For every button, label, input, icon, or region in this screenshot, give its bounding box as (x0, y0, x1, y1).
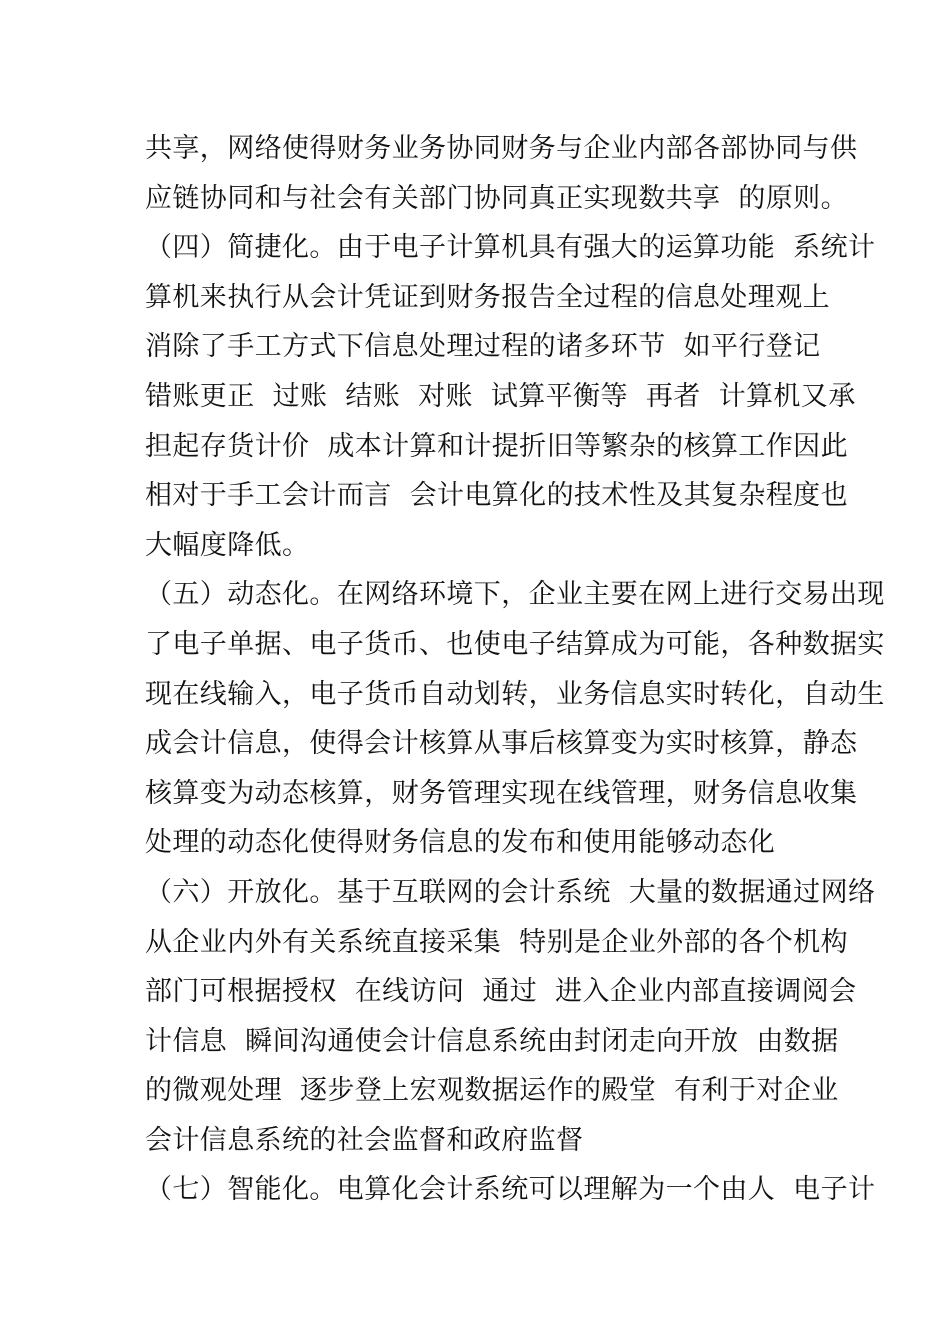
text-line: 成会计信息，使得会计核算从事后核算变为实时核算，静态 (145, 728, 858, 760)
text-line: （四）简捷化。由于电子计算机具有强大的运算功能 系统计 (145, 232, 876, 264)
text-line: 了电子单据、电子货币、也使电子结算成为可能，各种数据实 (145, 628, 885, 660)
text-line: 相对于手工会计而言 会计电算化的技术性及其复杂程度也 (145, 480, 848, 512)
text-line: （七）智能化。电算化会计系统可以理解为一个由人 电子计 (145, 1174, 876, 1206)
text-line: 大幅度降低。 (145, 529, 310, 561)
text-line: （六）开放化。基于互联网的会计系统 大量的数据通过网络 (145, 876, 876, 908)
text-line: 计信息 瞬间沟通使会计信息系统由封闭走向开放 由数据 (145, 1025, 839, 1057)
text-line: 部门可根据授权 在线访问 通过 进入企业内部直接调阅会 (145, 976, 857, 1008)
text-line: 的微观处理 逐步登上宏观数据运作的殿堂 有利于对企业 (145, 1075, 839, 1107)
text-line: 算机来执行从会计凭证到财务报告全过程的信息处理观上 (145, 281, 830, 313)
text-line: 从企业内外有关系统直接采集 特别是企业外部的各个机构 (145, 926, 848, 958)
text-line: 会计信息系统的社会监督和政府监督 (145, 1124, 584, 1156)
text-line: 共享，网络使得财务业务协同财务与企业内部各部协同与供 (145, 133, 858, 164)
text-line: 处理的动态化使得财务信息的发布和使用能够动态化 (145, 827, 776, 859)
text-line: 消除了手工方式下信息处理过程的诸多环节 如平行登记 (145, 331, 821, 363)
text-line: 担起存货计价 成本计算和计提折旧等繁杂的核算工作因此 (145, 430, 848, 462)
text-line: 现在线输入，电子货币自动划转，业务信息实时转化，自动生 (145, 678, 885, 710)
text-line: 错账更正 过账 结账 对账 试算平衡等 再者 计算机又承 (145, 380, 856, 412)
body-text (145, 124, 885, 1215)
text-line: 核算变为动态核算，财务管理实现在线管理，财务信息收集 (145, 777, 858, 809)
text-line: （五）动态化。在网络环境下，企业主要在网上进行交易出现 (145, 579, 885, 611)
text-line: 应链协同和与社会有关部门协同真正实现数共享 的原则。 (145, 182, 848, 214)
